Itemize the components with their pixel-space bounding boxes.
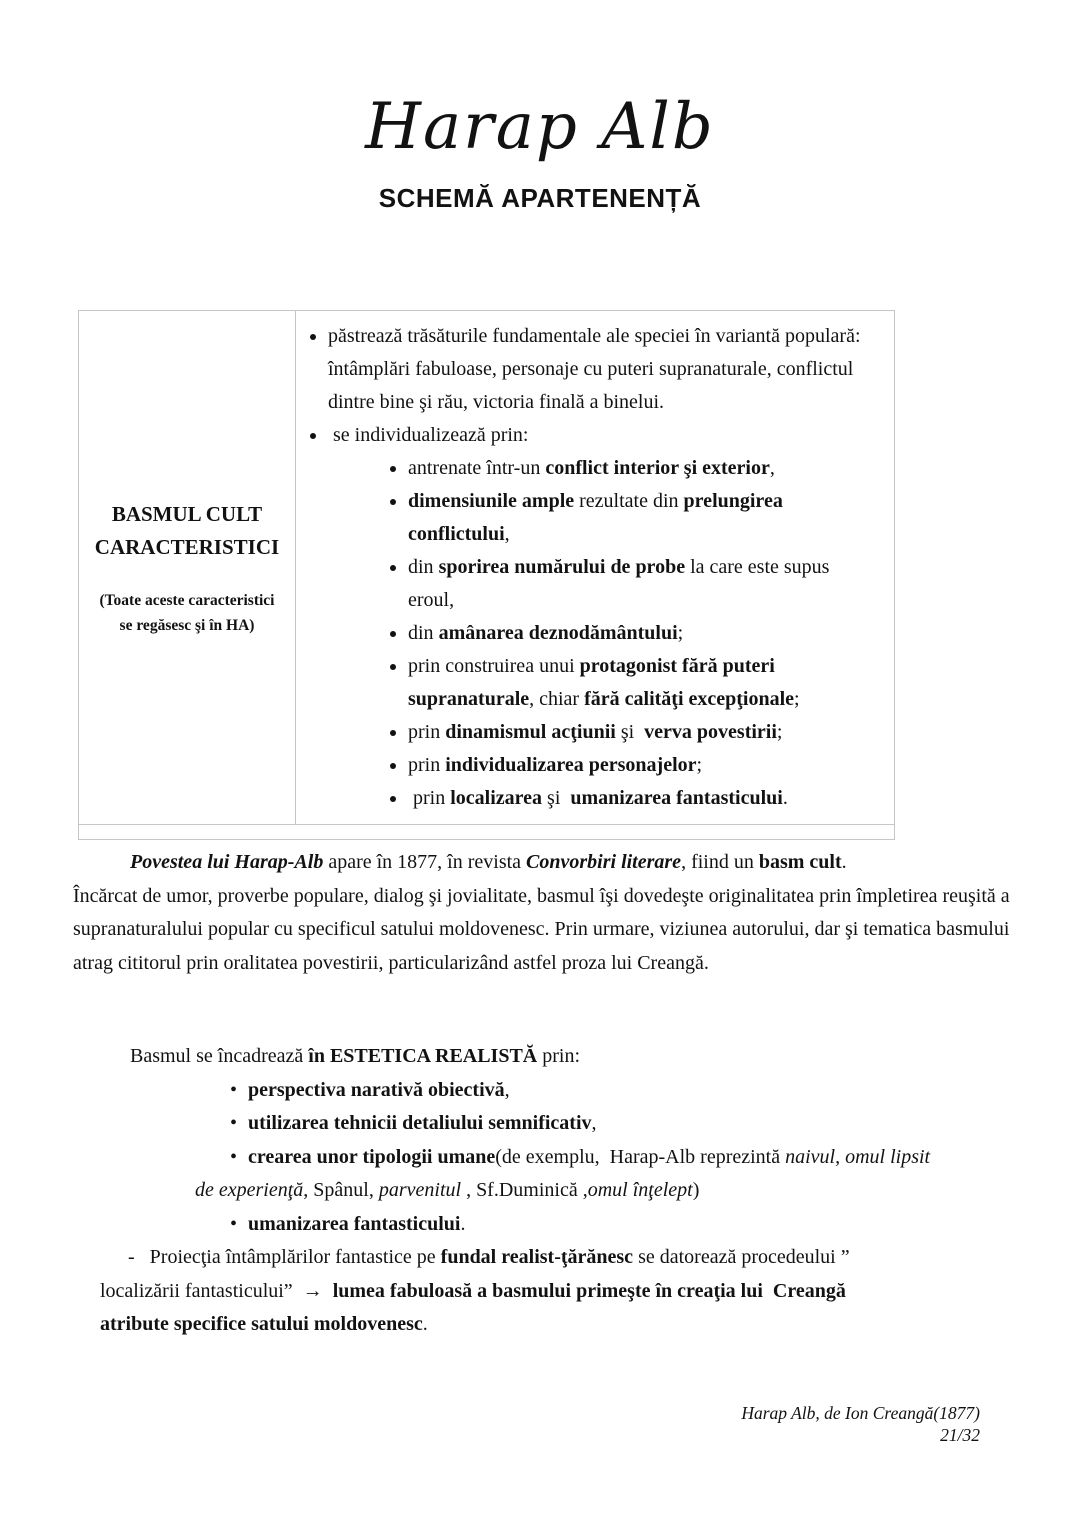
table-content-cell xyxy=(296,311,895,825)
estetica-bullet xyxy=(195,1107,950,1141)
intro-paragraph xyxy=(73,846,1010,980)
sub-bullet-item: • din sporirea numărului de probe la care este supus eroul, xyxy=(408,551,880,617)
page-header xyxy=(0,86,1080,214)
estetica-bullet-text: crearea unor tipologii umane(de exemplu, Harap-Alb reprezintă naivul, omul lipsit de experienţă, Spânul, parvenitul , Sf.Duminică ,omul înţelept) xyxy=(195,1145,931,1201)
table-header-cell xyxy=(79,311,296,825)
sub-bullet-item: • dimensiunile ample rezultate din prelungirea conflictului, xyxy=(408,485,880,551)
page-subtitle: SCHEMĂ APARTENENȚĂ xyxy=(378,183,702,214)
table-title-line1: BASMUL CULT xyxy=(111,501,263,526)
table-note xyxy=(85,588,289,638)
table-spacer-row xyxy=(79,825,895,840)
intro-paragraph-line1: Povestea lui Harap-Alb apare în 1877, în revista Convorbiri literare, fiind un basm cult. xyxy=(130,851,847,873)
script-title: Harap Alb xyxy=(365,90,715,164)
dash-paragraph-line2: localizării fantasticului” → lumea fabuloasă a basmului primeşte în creaţia lui Creangă xyxy=(100,1279,846,1302)
dash-paragraph-line1: - Proiecţia întâmplărilor fantastice pe fundal realist-ţărănesc se datorează procedeului ” xyxy=(128,1246,850,1268)
estetica-intro: Basmul se încadrează în ESTETICA REALISTĂ prin: xyxy=(130,1045,581,1067)
bullet-icon: • xyxy=(230,1112,238,1134)
estetica-bullet xyxy=(195,1141,950,1208)
bullet-icon: • xyxy=(230,1212,238,1235)
sub-bullet-item: • antrenate într-un conflict interior şi exterior, xyxy=(408,452,880,485)
table-note-line1: (Toate aceste caracteristici xyxy=(99,591,275,609)
estetica-bullet xyxy=(195,1208,950,1242)
characteristics-table-wrapper xyxy=(78,310,895,840)
estetica-bullet-text: perspectiva narativă obiectivă, xyxy=(248,1078,510,1101)
table-note-line2: se regăsesc şi în HA) xyxy=(119,616,255,634)
bullet-icon: • xyxy=(230,1078,238,1101)
estetica-section xyxy=(73,1040,1010,1342)
sub-bullet-item: • prin construirea unui protagonist fără puteri supranaturale, chiar fără calităţi excepţionale; xyxy=(408,650,880,716)
characteristics-table xyxy=(78,310,895,840)
table-spacer-cell xyxy=(79,825,895,840)
table-title-line2: CARACTERISTICI xyxy=(94,534,280,559)
sub-bullet-item: • din amânarea deznodământului; xyxy=(408,617,880,650)
individualization-sublist xyxy=(296,452,880,815)
bullet-icon: • xyxy=(230,1145,238,1168)
footer-page-number: 21/32 xyxy=(940,1425,980,1445)
bullet-item: • se individualizează prin: xyxy=(328,419,880,452)
intro-paragraph-body: Încărcat de umor, proverbe populare, dialog şi jovialitate, basmul îşi dovedeşte originalitatea prin împletirea reuşită a supranaturalului popular cu specificul satului moldovenesc. Prin urmare, viziunea autorului, dar şi tematica basmului atrag cititorul prin oralitatea povestirii, particularizând astfel proza lui Creangă. xyxy=(73,884,1010,974)
characteristics-list xyxy=(296,320,880,452)
table-row xyxy=(79,311,895,825)
bullet-item: • păstrează trăsăturile fundamentale ale speciei în variantă populară: întâmplări fabuloase, personaje cu puteri supranaturale, conflictul dintre bine şi rău, victoria finală a binelui. xyxy=(328,320,880,419)
footer-citation: Harap Alb, de Ion Creangă(1877) xyxy=(741,1403,980,1423)
estetica-bullet-text: utilizarea tehnicii detaliului semnificativ, xyxy=(248,1112,597,1134)
sub-bullet-item: • prin dinamismul acţiunii şi verva povestirii; xyxy=(408,716,880,749)
estetica-bullet xyxy=(195,1074,950,1108)
sub-bullet-item: • prin individualizarea personajelor; xyxy=(408,749,880,782)
dash-paragraph-line3: atribute specifice satului moldovenesc. xyxy=(100,1313,428,1335)
sub-bullet-item: • prin localizarea şi umanizarea fantasticului. xyxy=(408,782,880,815)
estetica-bullet-text: umanizarea fantasticului. xyxy=(248,1212,466,1235)
page-footer xyxy=(741,1402,980,1446)
